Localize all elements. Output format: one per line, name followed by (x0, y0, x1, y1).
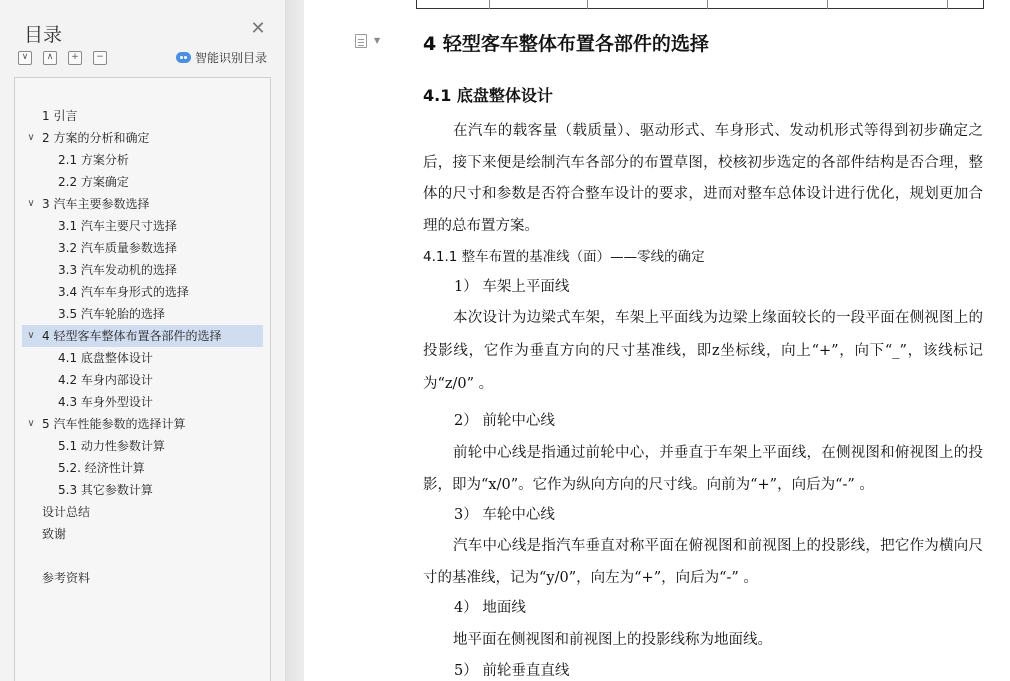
chevron-down-icon[interactable]: ∨ (27, 330, 35, 341)
toc-item-label: 4.3 车身外型设计 (58, 395, 153, 409)
heading-section-4-1: 4.1 底盘整体设计 (423, 86, 553, 105)
smart-toc-label: 智能识别目录 (195, 51, 268, 65)
toc-toolbar (18, 51, 107, 65)
toc-item-label: 3.4 汽车车身形式的选择 (58, 285, 189, 299)
chevron-down-icon[interactable]: ∨ (27, 418, 35, 429)
level-up-icon[interactable]: ∧ (43, 51, 57, 65)
heading-chapter-4: 4 轻型客车整体布置各部件的选择 (423, 33, 709, 55)
toc-panel (0, 0, 286, 681)
toc-item[interactable] (22, 325, 263, 347)
table-bottom-edge (416, 0, 984, 9)
toc-item-label: 2.1 方案分析 (58, 153, 129, 167)
toc-item-label: 3 汽车主要参数选择 (42, 197, 150, 211)
toc-item-label: 致谢 (42, 527, 67, 541)
toc-item-label: 3.3 汽车发动机的选择 (58, 263, 177, 277)
list-item-2: 2） 前轮中心线 (454, 413, 555, 429)
list-item-3: 3） 车轮中心线 (454, 507, 555, 523)
chevron-down-icon[interactable]: ∨ (27, 132, 35, 143)
heading-section-4-1-1: 4.1.1 整车布置的基准线（面）——零线的确定 (423, 249, 705, 265)
smart-toc-icon (176, 52, 191, 63)
chevron-down-icon[interactable]: ▼ (374, 36, 381, 45)
paragraph-intro: 在汽车的载客量（载质量）、驱动形式、车身形式、发动机形式等得到初步确定之后，接下来便是绘制汽车各部分的布置草图，校核初步选定的各部件结构是否合理，整体的尺寸和参数是否符合整车设计的要求，进而对整车总体设计进行优化，规划更加合理的总布置方案。 (423, 123, 983, 234)
list-item-1: 1） 车架上平面线 (454, 279, 570, 295)
toc-panel-title: 目录 (24, 24, 63, 46)
paragraph-item-1: 本次设计为边梁式车架，车架上平面线为边梁上缘面较长的一段平面在侧视图上的投影线，它作为垂直方向的尺寸基准线，即z坐标线，向上“+”，向下“_”，该线标记为“z/0” 。 (423, 310, 983, 392)
toc-item-label: 1 引言 (42, 109, 78, 123)
toc-item-label: 4.2 车身内部设计 (58, 373, 153, 387)
toc-item-label: 3.2 汽车质量参数选择 (58, 241, 177, 255)
list-item-4: 4） 地面线 (454, 600, 526, 616)
toc-item-label: 参考资料 (42, 571, 91, 585)
paragraph-item-2: 前轮中心线是指通过前轮中心，并垂直于车架上平面线，在侧视图和俯视图上的投影，即为“x/0”。它作为纵向方向的尺寸线。向前为“+”，向后为“-” 。 (423, 445, 983, 493)
toc-item-label: 5 汽车性能参数的选择计算 (42, 417, 186, 431)
collapse-all-icon[interactable]: ∨ (18, 51, 32, 65)
paragraph-item-3: 汽车中心线是指汽车垂直对称平面在俯视图和前视图上的投影线，把它作为横向尺寸的基准线，记为“y/0”，向左为“+”，向后为“-” 。 (423, 538, 983, 586)
toc-item-label: 5.1 动力性参数计算 (58, 439, 165, 453)
toc-list (14, 77, 271, 681)
toc-item-label: 5.3 其它参数计算 (58, 483, 153, 497)
chevron-down-icon[interactable]: ∨ (27, 198, 35, 209)
toc-item-label: 5.2. 经济性计算 (58, 461, 145, 475)
remove-heading-icon[interactable]: − (93, 51, 107, 65)
paragraph-item-4: 地平面在侧视图和前视图上的投影线称为地面线。 (453, 632, 772, 648)
list-item-5: 5） 前轮垂直直线 (454, 663, 570, 679)
toc-item-label: 4 轻型客车整体布置各部件的选择 (42, 329, 222, 343)
document-page[interactable] (304, 0, 1010, 681)
toc-item-label: 4.1 底盘整体设计 (58, 351, 153, 365)
toc-item-label: 设计总结 (42, 505, 91, 519)
toc-item-label: 3.5 汽车轮胎的选择 (58, 307, 165, 321)
paragraph-menu-icon[interactable] (355, 34, 367, 48)
toc-item-label: 3.1 汽车主要尺寸选择 (58, 219, 177, 233)
page-gutter (286, 0, 304, 681)
smart-toc-button[interactable] (176, 49, 267, 66)
toc-item-label: 2 方案的分析和确定 (42, 131, 150, 145)
add-heading-icon[interactable]: + (68, 51, 82, 65)
close-icon[interactable]: ✕ (250, 18, 266, 39)
toc-item-label: 2.2 方案确定 (58, 175, 129, 189)
